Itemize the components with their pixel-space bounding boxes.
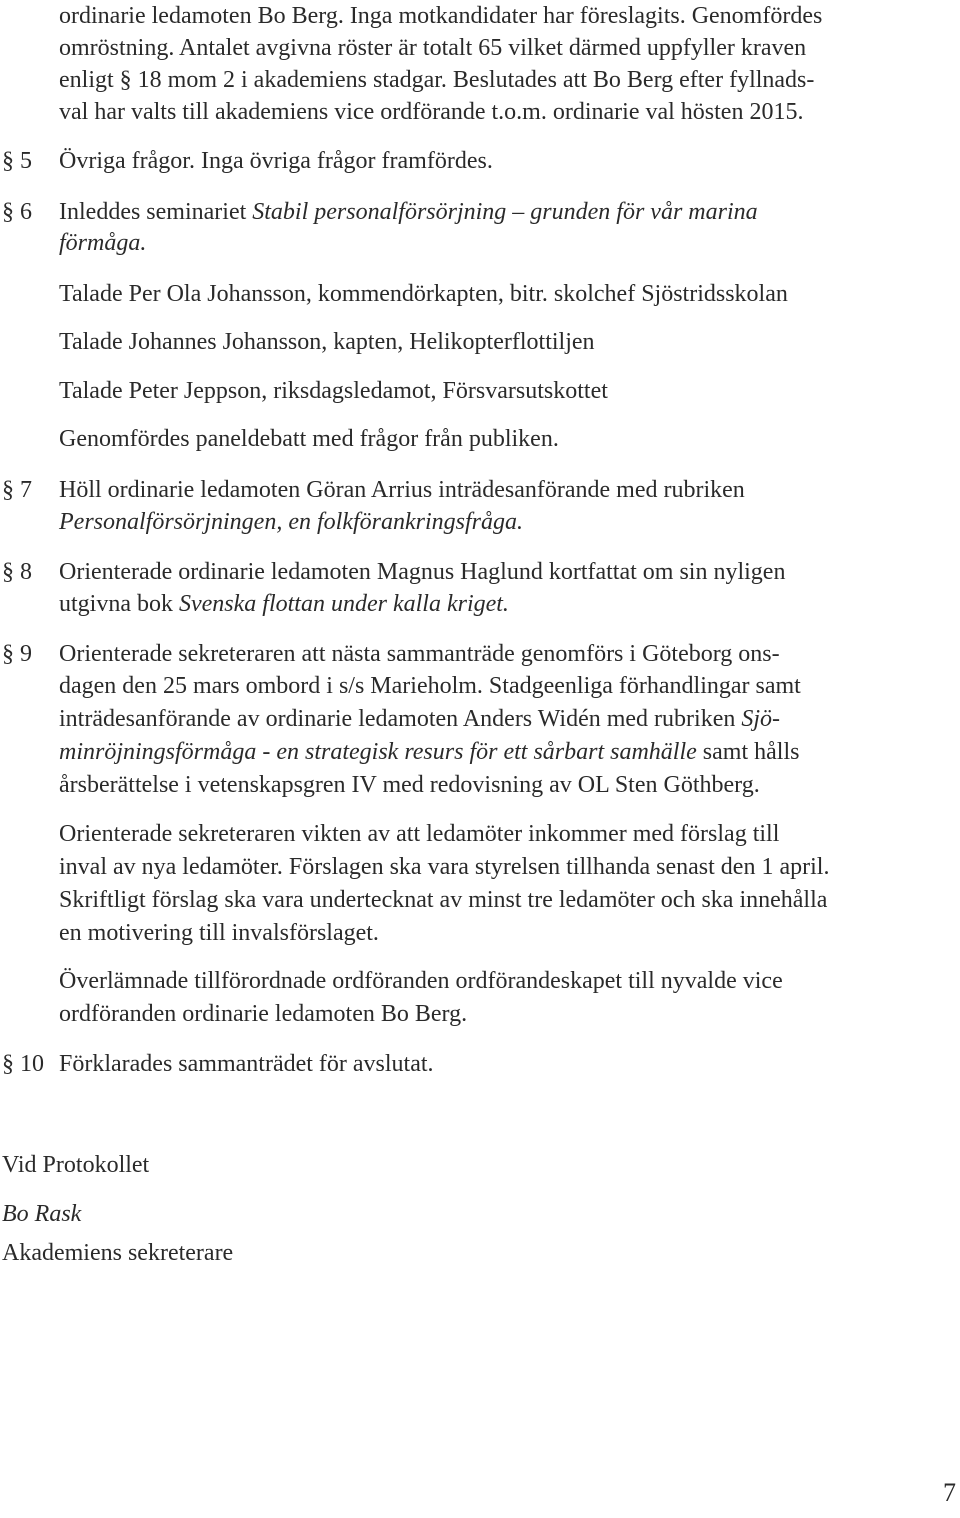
section-9-line-1: Orienterade sekreteraren att nästa sammanträde genomförs i Göteborg ons- <box>59 641 780 667</box>
section-9-mark: § 9 <box>2 641 32 667</box>
section-6-line-2: förmåga. <box>59 230 147 256</box>
speaker-2: Talade Johannes Johansson, kapten, Helikopterflottiljen <box>59 329 595 355</box>
section-9-p2-line-2: inval av nya ledamöter. Förslagen ska vara styrelsen tillhanda senast den 1 april. <box>59 854 830 880</box>
section-7-line-1: Höll ordinarie ledamoten Göran Arrius inträdesanförande med rubriken <box>59 477 745 503</box>
signature-role: Akademiens sekreterare <box>2 1240 234 1266</box>
section-9-line-4 <box>59 736 799 769</box>
section-9-line-4-plain: samt hålls <box>696 739 800 765</box>
section-9-line-3-italic: Sjö- <box>741 706 781 732</box>
section-10-mark: § 10 <box>2 1051 44 1077</box>
speech-title: minröjningsförmåga - en strategisk resurs för ett sårbart samhälle <box>59 739 697 765</box>
speaker-3: Talade Peter Jeppson, riksdagsledamot, Försvarsutskottet <box>59 378 608 404</box>
section-9-p3-line-2: ordföranden ordinarie ledamoten Bo Berg. <box>59 1001 468 1027</box>
section-7-line-2: Personalförsörjningen, en folkförankringsfråga. <box>59 509 523 535</box>
section-8-line-2 <box>59 588 509 621</box>
signature-name: Bo Rask <box>2 1201 82 1227</box>
section-10-text: Förklarades sammanträdet för avslutat. <box>59 1051 434 1077</box>
signature-heading: Vid Protokollet <box>2 1152 150 1178</box>
page-number: 7 <box>943 1478 956 1507</box>
section-9-p2-line-1: Orienterade sekreteraren vikten av att ledamöter inkommer med förslag till <box>59 821 780 847</box>
section-9-p3-line-1: Överlämnade tillförordnade ordföranden ordförandeskapet till nyvalde vice <box>59 968 783 994</box>
section-9-line-2: dagen den 25 mars ombord i s/s Marieholm. Stadgeenliga förhandlingar samt <box>59 673 801 699</box>
section-7-mark: § 7 <box>2 477 32 503</box>
section-6-line-1-plain: Inleddes seminariet <box>59 199 253 225</box>
section-9-line-3-plain: inträdesanförande av ordinarie ledamoten Anders Widén med rubriken <box>59 706 742 732</box>
section-8-line-2-plain: utgivna bok <box>59 591 179 617</box>
intro-line-2: omröstning. Antalet avgivna röster är totalt 65 vilket därmed uppfyller kraven <box>59 35 807 61</box>
section-9-line-3 <box>59 703 780 736</box>
section-9-line-5: årsberättelse i vetenskapsgren IV med redovisning av OL Sten Göthberg. <box>59 772 760 798</box>
book-title: Svenska flottan under kalla kriget. <box>179 591 509 617</box>
section-8-mark: § 8 <box>2 559 32 585</box>
section-5-text: Övriga frågor. Inga övriga frågor framfördes. <box>59 148 493 174</box>
section-6-mark: § 6 <box>2 199 32 225</box>
section-5-mark: § 5 <box>2 148 32 174</box>
intro-line-3: enligt § 18 mom 2 i akademiens stadgar. Beslutades att Bo Berg efter fyllnads- <box>59 67 815 93</box>
intro-line-1: ordinarie ledamoten Bo Berg. Inga motkandidater har föreslagits. Genomfördes <box>59 3 823 29</box>
section-9-p2-line-3: Skriftligt förslag ska vara undertecknat av minst tre ledamöter och ska innehålla <box>59 887 828 913</box>
section-6-line-1 <box>59 196 758 229</box>
section-9-p2-line-4: en motivering till invalsförslaget. <box>59 920 379 946</box>
section-8-line-1: Orienterade ordinarie ledamoten Magnus Haglund kortfattat om sin nyligen <box>59 559 786 585</box>
seminar-title: Stabil personalförsörjning – grunden för vår marina <box>252 199 758 225</box>
speaker-1: Talade Per Ola Johansson, kommendörkapten, bitr. skolchef Sjöstridsskolan <box>59 281 788 307</box>
intro-line-4: val har valts till akademiens vice ordförande t.o.m. ordinarie val hösten 2015. <box>59 99 804 125</box>
panel-debate: Genomfördes paneldebatt med frågor från publiken. <box>59 426 559 452</box>
